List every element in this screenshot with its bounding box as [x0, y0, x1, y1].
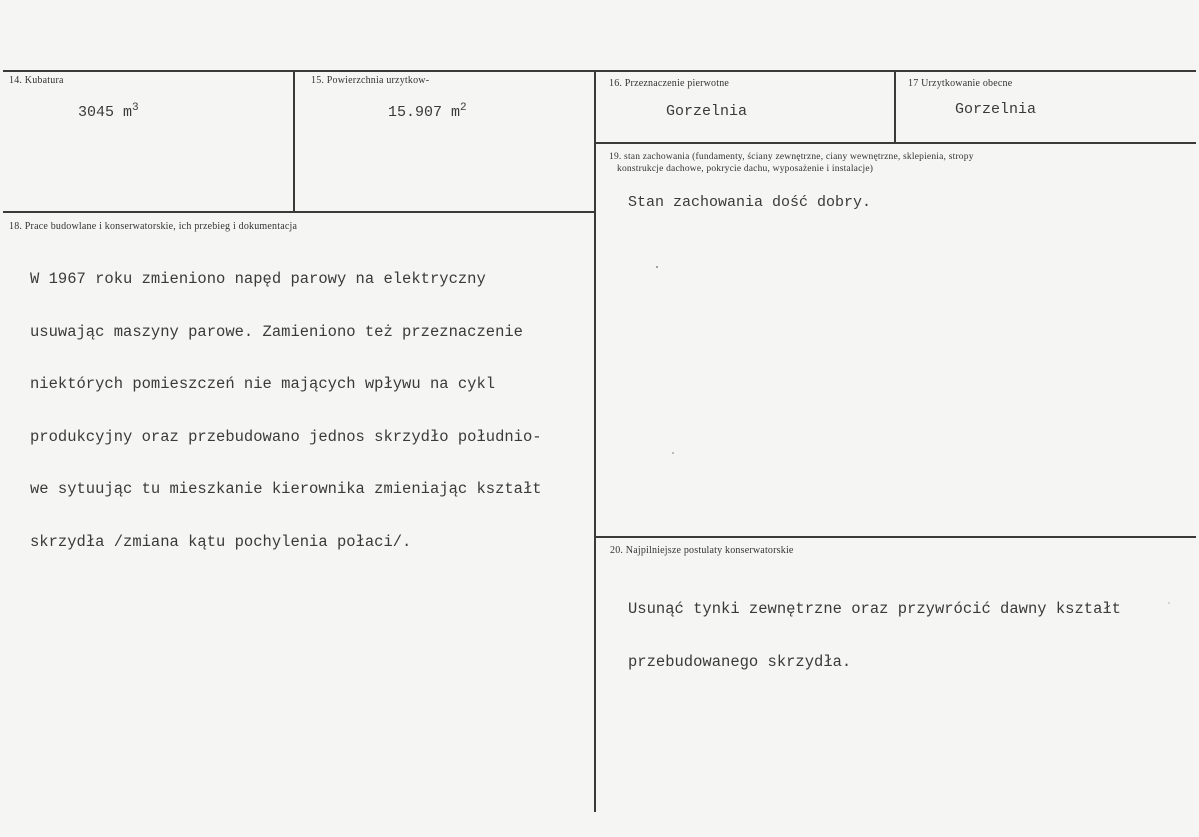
- przeznaczenie-label: 16. Przeznaczenie pierwotne: [609, 78, 730, 89]
- kubatura-value: [78, 104, 139, 121]
- prace-line: produkcyjny oraz przebudowano jednos skrzydło południo-: [30, 427, 542, 446]
- kubatura-number: 3045 m: [78, 104, 133, 121]
- prace-line: usuwając maszyny parowe. Zamieniono też przeznaczenie: [30, 322, 523, 341]
- prace-label: 18. Prace budowlane i konserwatorskie, ich przebieg i dokumentacja: [9, 221, 298, 232]
- prace-line: we sytuując tu mieszkanie kierownika zmieniając kształt: [30, 480, 542, 498]
- rule-above-20: [596, 536, 1196, 538]
- stan-label-line1: 19. stan zachowania (fundamenty, ściany zewnętrzne, ciany wewnętrzne, sklepienia, stropy: [609, 152, 974, 162]
- prace-line: niektórych pomieszczeń nie mających wpływu na cykl: [30, 375, 496, 393]
- postulaty-line: przebudowanego skrzydła.: [628, 652, 852, 671]
- postulaty-text: [628, 566, 1121, 706]
- powierzchnia-exponent: 2: [460, 102, 467, 114]
- center-divider: [594, 70, 596, 812]
- paper-speck: [656, 266, 658, 268]
- prace-line: skrzydła /zmiana kątu pochylenia połaci/.: [30, 532, 412, 551]
- uzytkowanie-value: Gorzelnia: [955, 101, 1037, 118]
- prace-line: W 1967 roku zmieniono napęd parowy na elektryczny: [30, 270, 486, 288]
- rule-under-16-17: [596, 142, 1196, 144]
- postulaty-line: Usunąć tynki zewnętrzne oraz przywrócić dawny kształt: [628, 600, 1121, 618]
- divider-16-17: [894, 70, 896, 143]
- divider-14-15: [293, 70, 295, 212]
- postulaty-label: 20. Najpilniejsze postulaty konserwatorskie: [610, 545, 794, 556]
- kubatura-exponent: 3: [132, 102, 139, 114]
- stan-label-line2: konstrukcje dachowe, pokrycie dachu, wyposażenie i instalacje): [617, 164, 874, 174]
- powierzchnia-number: 15.907 m: [388, 104, 461, 121]
- stan-value: Stan zachowania dość dobry.: [628, 194, 872, 211]
- mid-rule-left: [3, 211, 596, 213]
- powierzchnia-value: [388, 104, 467, 121]
- prace-text: [30, 236, 542, 586]
- przeznaczenie-value: Gorzelnia: [666, 103, 748, 120]
- kubatura-label: 14. Kubatura: [9, 75, 64, 86]
- uzytkowanie-label: 17 Urzytkowanie obecne: [908, 78, 1013, 89]
- top-rule: [3, 70, 1196, 72]
- paper-speck: [672, 452, 674, 454]
- paper-speck: [1168, 602, 1170, 604]
- powierzchnia-label: 15. Powierzchnia urzytkow-: [311, 75, 430, 86]
